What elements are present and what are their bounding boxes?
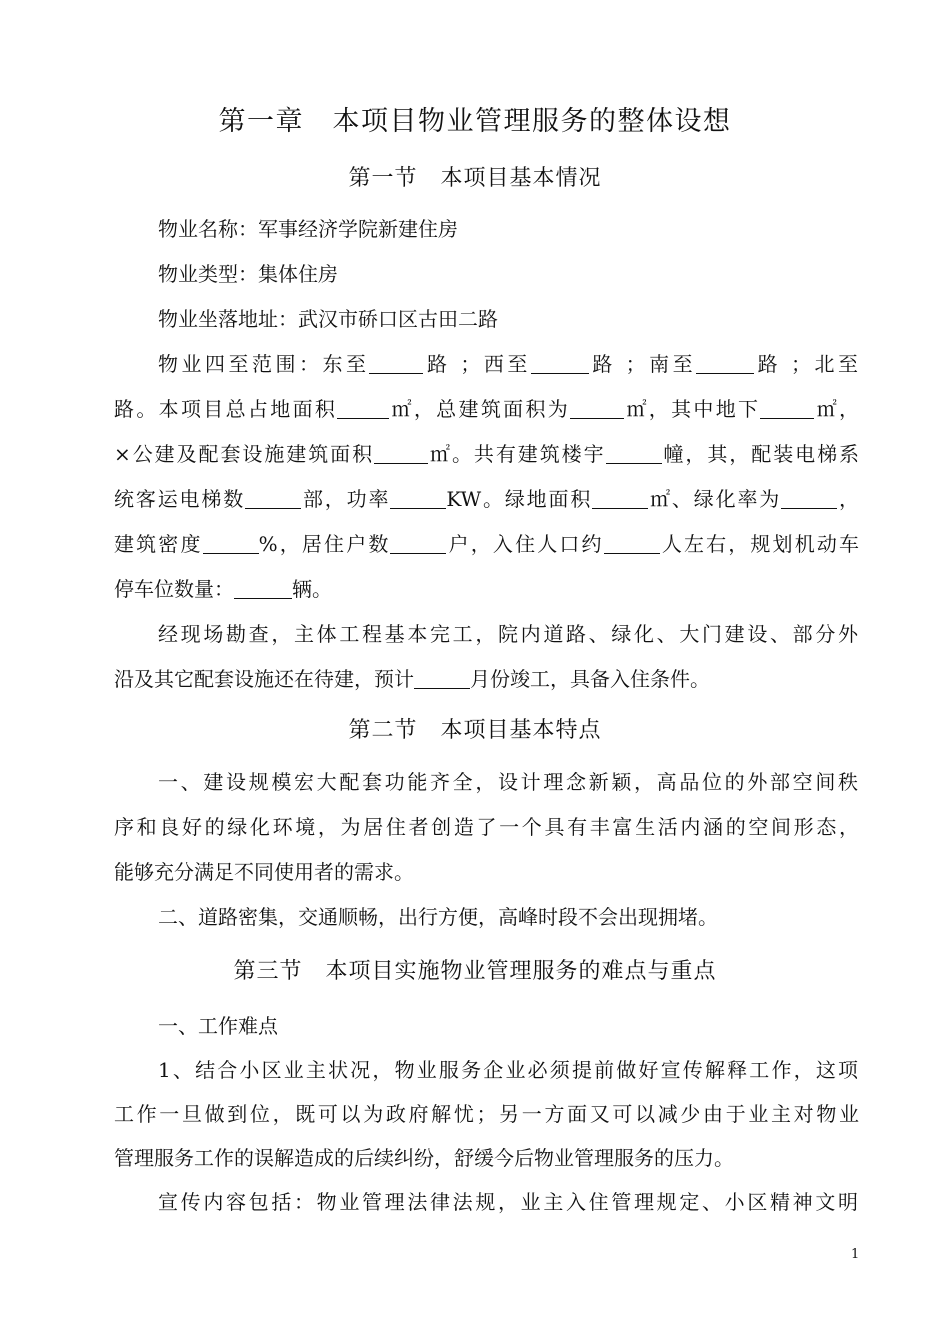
- section-3-title: 第三节 本项目实施物业管理服务的难点与重点: [233, 959, 717, 984]
- difficulty-1-line-2: 工作一旦做到位，既可以为政府解忧；另一方面又可以减少由于业主对物业: [114, 1102, 859, 1126]
- section-1-title: 第一节 本项目基本情况: [348, 166, 602, 191]
- section-2-title: 第二节 本项目基本特点: [348, 718, 602, 743]
- feature-2-line: 二、道路密集，交通顺畅，出行方便，高峰时段不会出现拥堵。: [158, 905, 718, 929]
- property-type-line: 物业类型：集体住房: [158, 262, 338, 286]
- scope-line-1: 物业四至范围：东至 路 ；西至 路 ；南至 路 ；北至: [158, 352, 859, 376]
- scope-line-5: 建筑密度 %，居住户数 户，入住人口约 人左右，规划机动车: [114, 532, 859, 556]
- feature-1-line-2: 序和良好的绿化环境，为居住者创造了一个具有丰富生活内涵的空间形态，: [114, 815, 859, 839]
- publicity-line-1: 宣传内容包括：物业管理法律法规，业主入住管理规定、小区精神文明: [158, 1190, 858, 1214]
- difficulty-heading: 一、工作难点: [158, 1014, 278, 1038]
- scope-line-6: 停车位数量： 辆。: [114, 577, 332, 601]
- feature-1-line-1: 一、建设规模宏大配套功能齐全，设计理念新颖，高品位的外部空间秩: [158, 770, 858, 794]
- property-name-line: 物业名称：军事经济学院新建住房: [158, 217, 458, 241]
- difficulty-1-line-3: 管理服务工作的误解造成的后续纠纷，舒缓今后物业管理服务的压力。: [114, 1146, 734, 1170]
- scope-line-4: 统客运电梯数 部，功率 KW。绿地面积 ㎡、绿化率为 ，: [114, 487, 860, 511]
- property-address-line: 物业坐落地址：武汉市硚口区古田二路: [158, 307, 498, 331]
- scope-line-2: 路。本项目总占地面积 ㎡，总建筑面积为 ㎡，其中地下 ㎡，: [114, 397, 860, 421]
- chapter-title: 第一章 本项目物业管理服务的整体设想: [218, 106, 732, 137]
- survey-line-1: 经现场勘查，主体工程基本完工，院内道路、绿化、大门建设、部分外: [158, 622, 858, 646]
- page-number: 1: [851, 1247, 860, 1262]
- survey-line-2: 沿及其它配套设施还在待建，预计 月份竣工，具备入住条件。: [114, 667, 710, 691]
- difficulty-1-line-1: 1、结合小区业主状况，物业服务企业必须提前做好宣传解释工作，这项: [158, 1058, 858, 1082]
- scope-line-3: ×公建及配套设施建筑面积 ㎡。共有建筑楼宇 幢，其，配装电梯系: [114, 442, 860, 466]
- feature-1-line-3: 能够充分满足不同使用者的需求。: [114, 860, 414, 884]
